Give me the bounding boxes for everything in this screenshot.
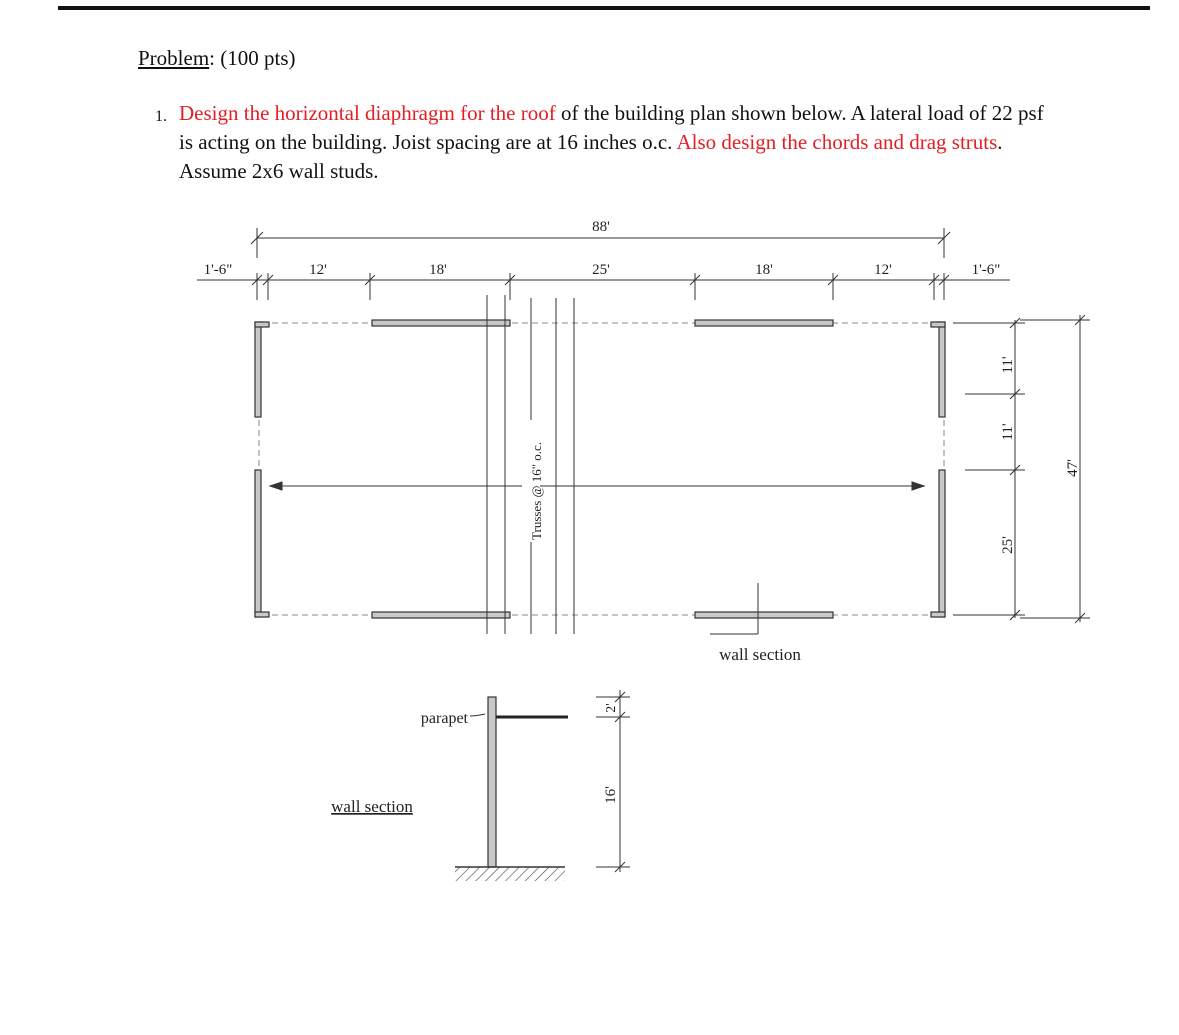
building-outline-dashed — [259, 323, 945, 615]
dim-18-right: 18' — [755, 262, 773, 278]
wall-left-lower — [255, 470, 261, 617]
plan-wall-section-label: wall section — [719, 645, 801, 664]
wall-bottom-left — [372, 612, 510, 618]
question-red-2: Also design the chords and drag struts — [676, 130, 998, 154]
dim-12-left: 12' — [309, 262, 327, 278]
dim-47: 47' — [1065, 459, 1081, 477]
wall-section-marker — [710, 583, 758, 634]
wall-right-upper — [939, 322, 945, 417]
dim-12-right: 12' — [874, 262, 892, 278]
problem-label: Problem — [138, 46, 210, 70]
question-text-4: . Assume 2x6 wall studs. — [179, 130, 1003, 183]
dim-wall-height: 16' — [603, 786, 619, 804]
dim-25-center: 25' — [592, 262, 610, 278]
section-ground — [455, 867, 565, 881]
dim-11-mid: 11' — [1000, 423, 1016, 441]
section-wall — [488, 697, 496, 867]
walls — [255, 320, 945, 618]
wall-section-detail — [455, 697, 568, 881]
dim-11-top: 11' — [1000, 356, 1016, 374]
wall-top-right — [695, 320, 833, 326]
wall-bottom-right — [695, 612, 833, 618]
wall-left-lower-flange — [255, 612, 269, 617]
dim-left-edge: 1'-6" — [203, 262, 233, 278]
wall-right-lower-flange — [931, 612, 945, 617]
dim-right-edge: 1'-6" — [971, 262, 1001, 278]
dim-parapet: 2' — [604, 703, 619, 713]
dim-18-left: 18' — [429, 262, 447, 278]
wall-right-upper-flange — [931, 322, 945, 327]
wall-left-upper — [255, 322, 261, 417]
wall-right-lower — [939, 470, 945, 617]
parapet-label: parapet — [420, 710, 468, 727]
question-number: 1. — [155, 108, 167, 125]
section-dimensions — [596, 690, 630, 872]
wall-left-upper-flange — [255, 322, 269, 327]
wall-top-left — [372, 320, 510, 326]
problem-points: : (100 pts) — [209, 46, 296, 70]
dim-25-side: 25' — [1000, 536, 1016, 554]
trusses-label: Trusses @ 16" o.c. — [529, 441, 544, 540]
question-red-1: Design the horizontal diaphragm for the roof — [179, 101, 556, 125]
question-text-2: of the building plan shown below. A lateral load of 22 psf is acting on the building. Joist spacing are at 16 inches o.c. — [179, 101, 1044, 154]
dim-overall: 88' — [592, 219, 610, 235]
span-arrow — [270, 482, 924, 490]
section-wall-label: wall section — [331, 797, 413, 816]
